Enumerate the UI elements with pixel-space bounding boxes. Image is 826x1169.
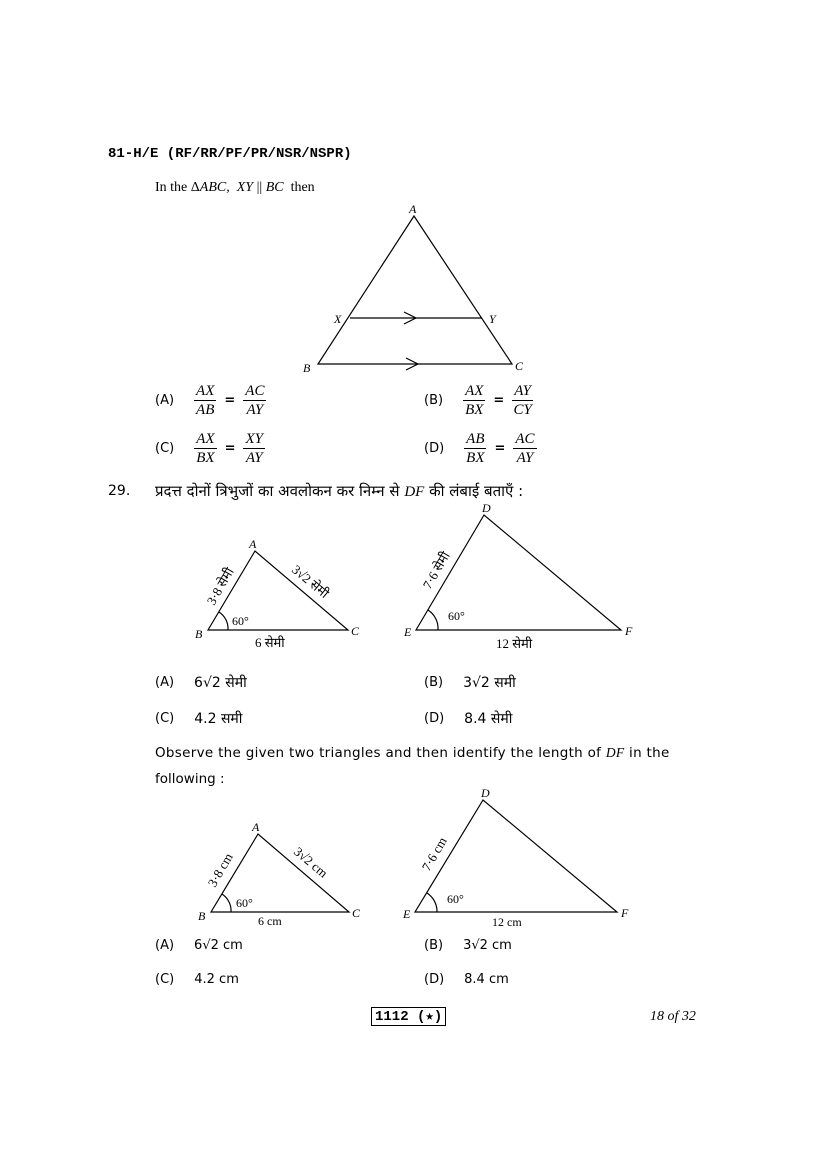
q29-hindi-option-a[interactable] xyxy=(155,673,247,692)
label-a: A xyxy=(249,537,257,551)
label-e: E xyxy=(403,907,411,921)
stem-text: Observe the given two triangles and then identify the length of xyxy=(155,745,602,761)
q29-hindi-option-c[interactable] xyxy=(155,709,242,728)
option-label: (C) xyxy=(155,711,175,726)
side-de: 7·6 cm xyxy=(418,834,450,874)
equals: = xyxy=(224,441,236,456)
label-a: A xyxy=(252,820,260,834)
stem-triangle: ABC, xyxy=(199,180,230,195)
label-f: F xyxy=(625,624,633,638)
question-number: 29. xyxy=(108,483,131,499)
triangle-abc-figure xyxy=(318,216,512,370)
label-b: B xyxy=(195,627,203,641)
stem-text: In the xyxy=(155,180,188,195)
label-b: B xyxy=(198,909,206,923)
denominator: BX xyxy=(466,450,485,466)
option-label: (A) xyxy=(155,675,175,690)
option-value: 8.4 cm xyxy=(464,972,509,987)
english-triangle-abc xyxy=(211,834,349,912)
q28-option-b[interactable] xyxy=(424,382,533,419)
angle-b: 60° xyxy=(232,614,249,628)
option-label: (D) xyxy=(424,972,445,987)
stem-text: in the xyxy=(629,745,670,761)
booklet-code: 1112 (★) xyxy=(371,1007,446,1026)
denominator: CY xyxy=(513,402,532,418)
q29-hindi-option-d[interactable] xyxy=(424,709,512,728)
denominator: BX xyxy=(465,402,484,418)
numerator: XY xyxy=(245,431,263,447)
label-c: C xyxy=(351,624,360,638)
option-value: 3√2 cm xyxy=(463,938,512,953)
denominator: BX xyxy=(196,450,215,466)
q29-english-stem-line2: following : xyxy=(155,771,225,787)
q29-english-stem xyxy=(155,745,670,761)
q28-option-d[interactable] xyxy=(424,430,537,467)
numerator: AC xyxy=(515,431,535,447)
equals: = xyxy=(224,393,236,408)
numerator: AX xyxy=(196,431,215,447)
option-value: 3√2 समी xyxy=(463,675,516,691)
option-label: (D) xyxy=(424,441,445,456)
numerator: AX xyxy=(196,383,215,399)
q28-option-c[interactable] xyxy=(155,430,265,467)
denominator: AB xyxy=(196,402,215,418)
option-label: (A) xyxy=(155,938,175,953)
option-value: 6√2 cm xyxy=(194,938,243,953)
option-value: 6√2 सेमी xyxy=(194,675,247,691)
denominator: AY xyxy=(246,402,264,418)
option-label: (C) xyxy=(155,441,175,456)
option-label: (D) xyxy=(424,711,445,726)
label-x: X xyxy=(334,312,342,326)
denominator: AY xyxy=(245,450,263,466)
hindi-triangle-def xyxy=(416,515,621,630)
q29-hindi-option-b[interactable] xyxy=(424,673,516,692)
label-f: F xyxy=(621,906,629,920)
q29-hindi-stem xyxy=(155,481,523,501)
numerator: AX xyxy=(465,383,484,399)
q29-english-option-a[interactable] xyxy=(155,938,243,953)
label-c: C xyxy=(352,906,361,920)
angle-e: 60° xyxy=(448,609,465,623)
side-ef: 12 सेमी xyxy=(496,636,533,651)
option-value: 8.4 सेमी xyxy=(464,711,513,727)
option-label: (B) xyxy=(424,938,444,953)
option-label: (B) xyxy=(424,675,444,690)
stem-df: DF xyxy=(404,484,425,500)
angle-e: 60° xyxy=(447,892,464,906)
q29-english-option-c[interactable] xyxy=(155,972,239,987)
option-value: 4.2 समी xyxy=(194,711,243,727)
equals: = xyxy=(494,441,506,456)
denominator: AY xyxy=(516,450,534,466)
side-ab: 3·8 cm xyxy=(204,850,236,890)
stem-xy: XY xyxy=(236,180,254,195)
side-ef: 12 cm xyxy=(492,915,522,929)
option-label: (A) xyxy=(155,393,175,408)
stem-text: प्रदत्त दोनों त्रिभुजों का अवलोकन कर निम्न से xyxy=(155,482,400,500)
delta-symbol: Δ xyxy=(190,180,200,195)
label-b: B xyxy=(303,361,311,375)
angle-b: 60° xyxy=(236,896,253,910)
stem-df: DF xyxy=(605,745,625,760)
option-label: (B) xyxy=(424,393,444,408)
label-a: A xyxy=(409,202,417,216)
label-c: C xyxy=(515,359,524,373)
page-number: 18 of 32 xyxy=(650,1009,696,1024)
numerator: AC xyxy=(245,383,265,399)
side-ac: 3√2 cm xyxy=(291,843,331,881)
q29-english-option-d[interactable] xyxy=(424,972,509,987)
english-triangle-def xyxy=(415,800,617,912)
label-d: D xyxy=(482,501,491,515)
numerator: AY xyxy=(514,383,531,399)
side-ac: 3√2 सेमी xyxy=(289,561,332,602)
label-y: Y xyxy=(489,312,496,326)
side-bc: 6 cm xyxy=(258,914,282,928)
q29-english-option-b[interactable] xyxy=(424,938,512,953)
side-ab: 3·8 सेमी xyxy=(203,564,237,608)
paper-code-header: 81-H/E (RF/RR/PF/PR/NSR/NSPR) xyxy=(108,146,352,162)
side-de: 7·6 सेमी xyxy=(419,548,453,592)
numerator: AB xyxy=(466,431,485,447)
stem-text: then xyxy=(290,180,315,195)
stem-text: की लंबाई बताएँ : xyxy=(429,482,524,500)
stem-bc: BC xyxy=(265,180,284,195)
option-label: (C) xyxy=(155,972,175,987)
q28-option-a[interactable] xyxy=(155,382,266,419)
label-d: D xyxy=(481,786,490,800)
equals: = xyxy=(493,393,505,408)
parallel-symbol: || xyxy=(256,180,263,195)
side-bc: 6 सेमी xyxy=(255,635,285,650)
label-e: E xyxy=(404,625,412,639)
option-value: 4.2 cm xyxy=(194,972,239,987)
